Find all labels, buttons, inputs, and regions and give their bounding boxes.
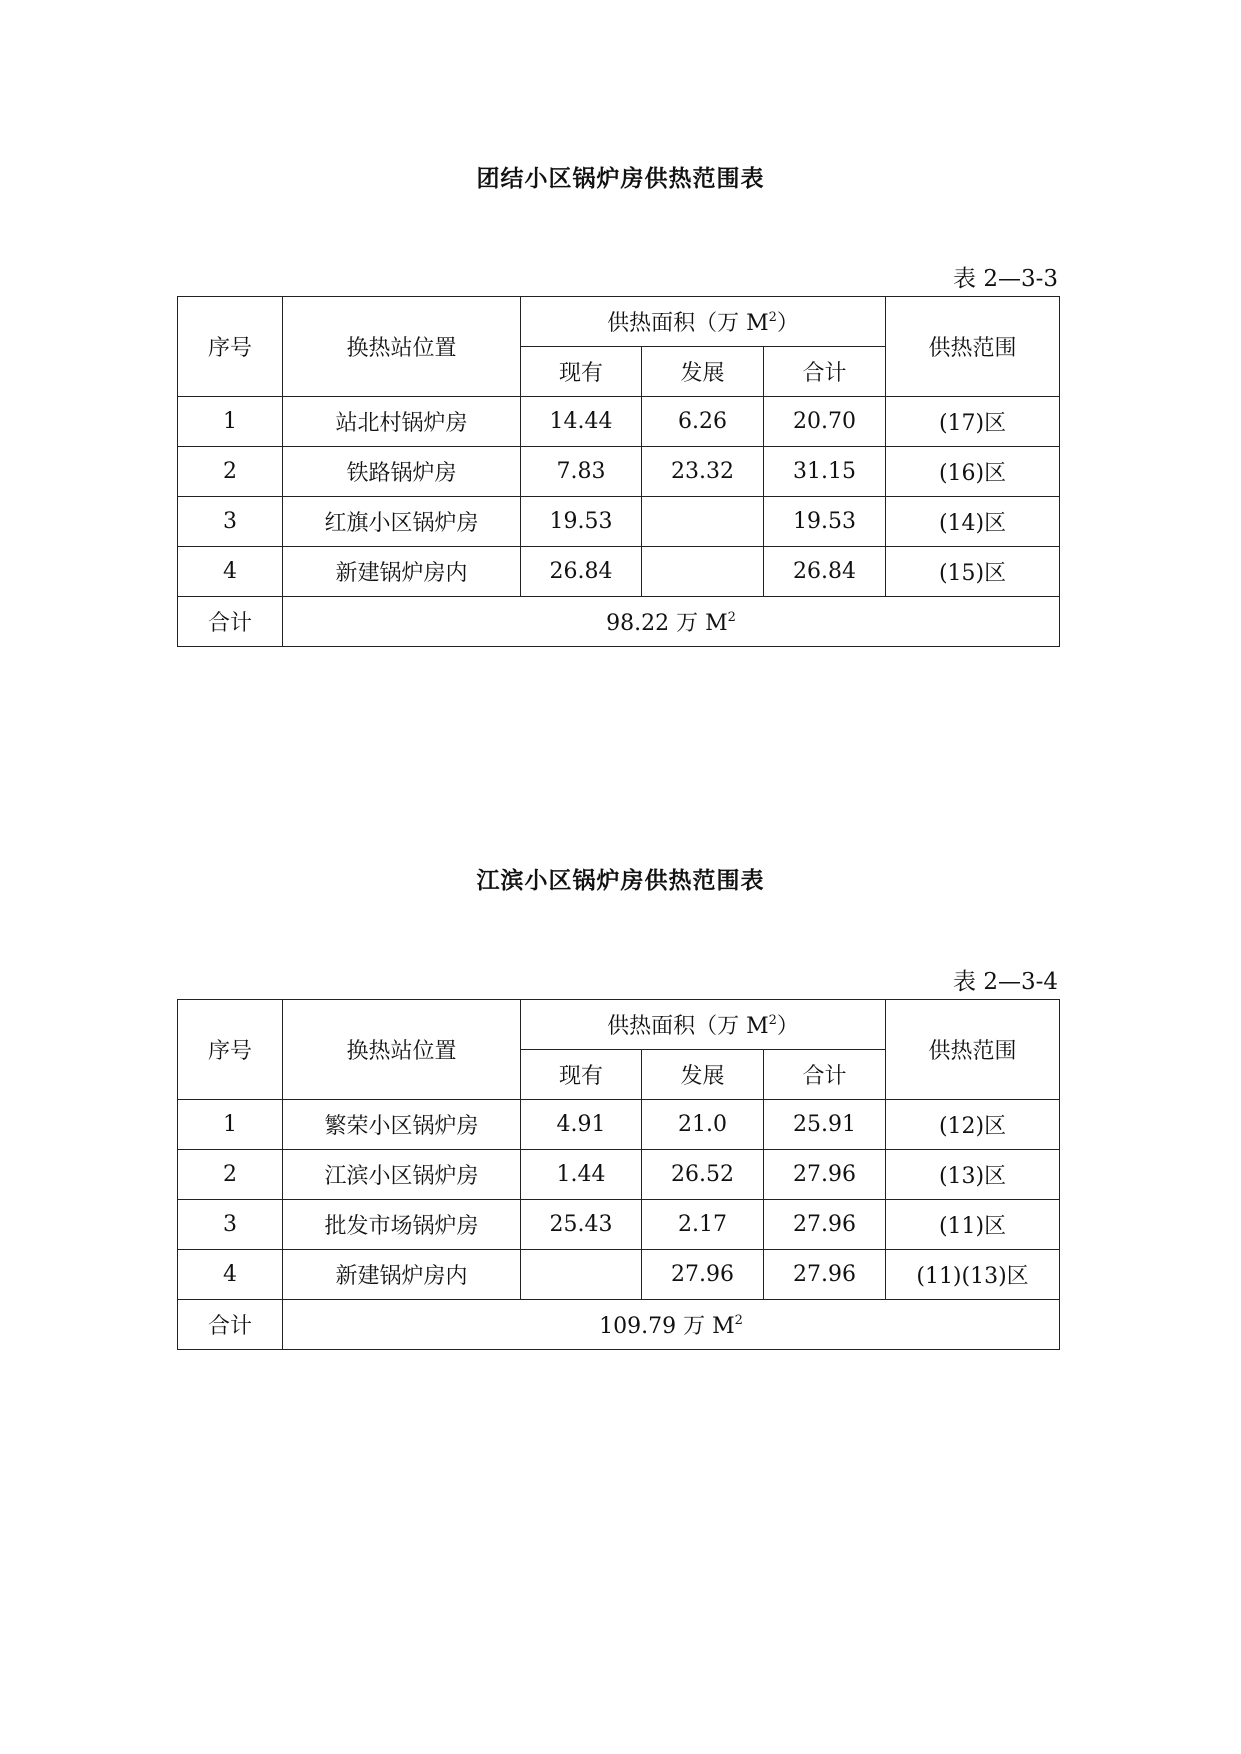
cell-location: 繁荣小区锅炉房 — [283, 1100, 521, 1150]
header-seq: 序号 — [178, 297, 283, 397]
sum-value-text: 109.79 万 M — [599, 1314, 735, 1339]
cell-existing: 26.84 — [521, 547, 642, 597]
header-development: 发展 — [642, 347, 764, 397]
table-title: 团结小区锅炉房供热范围表 — [476, 165, 765, 192]
cell-existing: 14.44 — [521, 397, 642, 447]
cell-total: 25.91 — [764, 1100, 886, 1150]
cell-seq: 2 — [178, 1150, 283, 1200]
sum-value-sup: 2 — [734, 1313, 743, 1328]
cell-location: 江滨小区锅炉房 — [283, 1150, 521, 1200]
cell-location: 铁路锅炉房 — [283, 447, 521, 497]
header-location: 换热站位置 — [283, 297, 521, 397]
header-area-sup: 2 — [768, 1013, 777, 1028]
cell-existing: 4.91 — [521, 1100, 642, 1150]
table-row — [178, 497, 1060, 547]
header-area-text: 供热面积（万 M — [607, 311, 769, 336]
cell-location: 新建锅炉房内 — [283, 1250, 521, 1300]
cell-existing: 19.53 — [521, 497, 642, 547]
sum-value-sup: 2 — [727, 610, 736, 625]
cell-total: 20.70 — [764, 397, 886, 447]
sum-row — [178, 597, 1060, 647]
cell-development: 6.26 — [642, 397, 764, 447]
cell-development — [642, 497, 764, 547]
header-area-sup: 2 — [768, 310, 777, 325]
cell-seq: 3 — [178, 1200, 283, 1250]
cell-seq: 1 — [178, 1100, 283, 1150]
header-range: 供热范围 — [886, 1000, 1060, 1100]
cell-seq: 4 — [178, 547, 283, 597]
table-number: 表 2—3-4 — [953, 969, 1058, 995]
table-number: 表 2—3-3 — [953, 266, 1058, 292]
cell-total: 19.53 — [764, 497, 886, 547]
cell-seq: 3 — [178, 497, 283, 547]
header-area-group — [521, 297, 886, 347]
cell-range: (14)区 — [886, 497, 1060, 547]
header-development: 发展 — [642, 1050, 764, 1100]
header-total: 合计 — [764, 1050, 886, 1100]
header-existing: 现有 — [521, 1050, 642, 1100]
header-area-close: ） — [776, 1014, 799, 1039]
header-row — [178, 297, 1060, 347]
cell-development: 2.17 — [642, 1200, 764, 1250]
header-existing: 现有 — [521, 347, 642, 397]
cell-existing: 1.44 — [521, 1150, 642, 1200]
cell-existing: 25.43 — [521, 1200, 642, 1250]
header-area-group — [521, 1000, 886, 1050]
cell-development: 26.52 — [642, 1150, 764, 1200]
cell-total: 27.96 — [764, 1150, 886, 1200]
sum-label: 合计 — [178, 597, 283, 647]
cell-location: 站北村锅炉房 — [283, 397, 521, 447]
table-row — [178, 1200, 1060, 1250]
table-title: 江滨小区锅炉房供热范围表 — [476, 867, 765, 894]
sum-row — [178, 1300, 1060, 1350]
header-location: 换热站位置 — [283, 1000, 521, 1100]
header-range: 供热范围 — [886, 297, 1060, 397]
header-seq: 序号 — [178, 1000, 283, 1100]
cell-development: 23.32 — [642, 447, 764, 497]
cell-seq: 2 — [178, 447, 283, 497]
cell-range: (12)区 — [886, 1100, 1060, 1150]
cell-location: 批发市场锅炉房 — [283, 1200, 521, 1250]
cell-existing — [521, 1250, 642, 1300]
cell-location: 红旗小区锅炉房 — [283, 497, 521, 547]
heating-range-table — [177, 296, 1060, 647]
table-row — [178, 1150, 1060, 1200]
cell-range: (16)区 — [886, 447, 1060, 497]
table-row — [178, 447, 1060, 497]
cell-total: 27.96 — [764, 1200, 886, 1250]
cell-development: 27.96 — [642, 1250, 764, 1300]
sum-label: 合计 — [178, 1300, 283, 1350]
cell-development — [642, 547, 764, 597]
cell-total: 26.84 — [764, 547, 886, 597]
cell-total: 27.96 — [764, 1250, 886, 1300]
sum-value — [283, 1300, 1060, 1350]
cell-range: (11)(13)区 — [886, 1250, 1060, 1300]
heating-range-table — [177, 999, 1060, 1350]
cell-seq: 1 — [178, 397, 283, 447]
header-total: 合计 — [764, 347, 886, 397]
cell-range: (15)区 — [886, 547, 1060, 597]
cell-range: (11)区 — [886, 1200, 1060, 1250]
sum-value-text: 98.22 万 M — [606, 611, 728, 636]
table-row — [178, 547, 1060, 597]
sum-value — [283, 597, 1060, 647]
cell-existing: 7.83 — [521, 447, 642, 497]
cell-range: (13)区 — [886, 1150, 1060, 1200]
table-row — [178, 1100, 1060, 1150]
cell-seq: 4 — [178, 1250, 283, 1300]
cell-total: 31.15 — [764, 447, 886, 497]
cell-range: (17)区 — [886, 397, 1060, 447]
header-row — [178, 1000, 1060, 1050]
cell-development: 21.0 — [642, 1100, 764, 1150]
table-row — [178, 397, 1060, 447]
table-row — [178, 1250, 1060, 1300]
cell-location: 新建锅炉房内 — [283, 547, 521, 597]
header-area-text: 供热面积（万 M — [607, 1014, 769, 1039]
header-area-close: ） — [776, 311, 799, 336]
